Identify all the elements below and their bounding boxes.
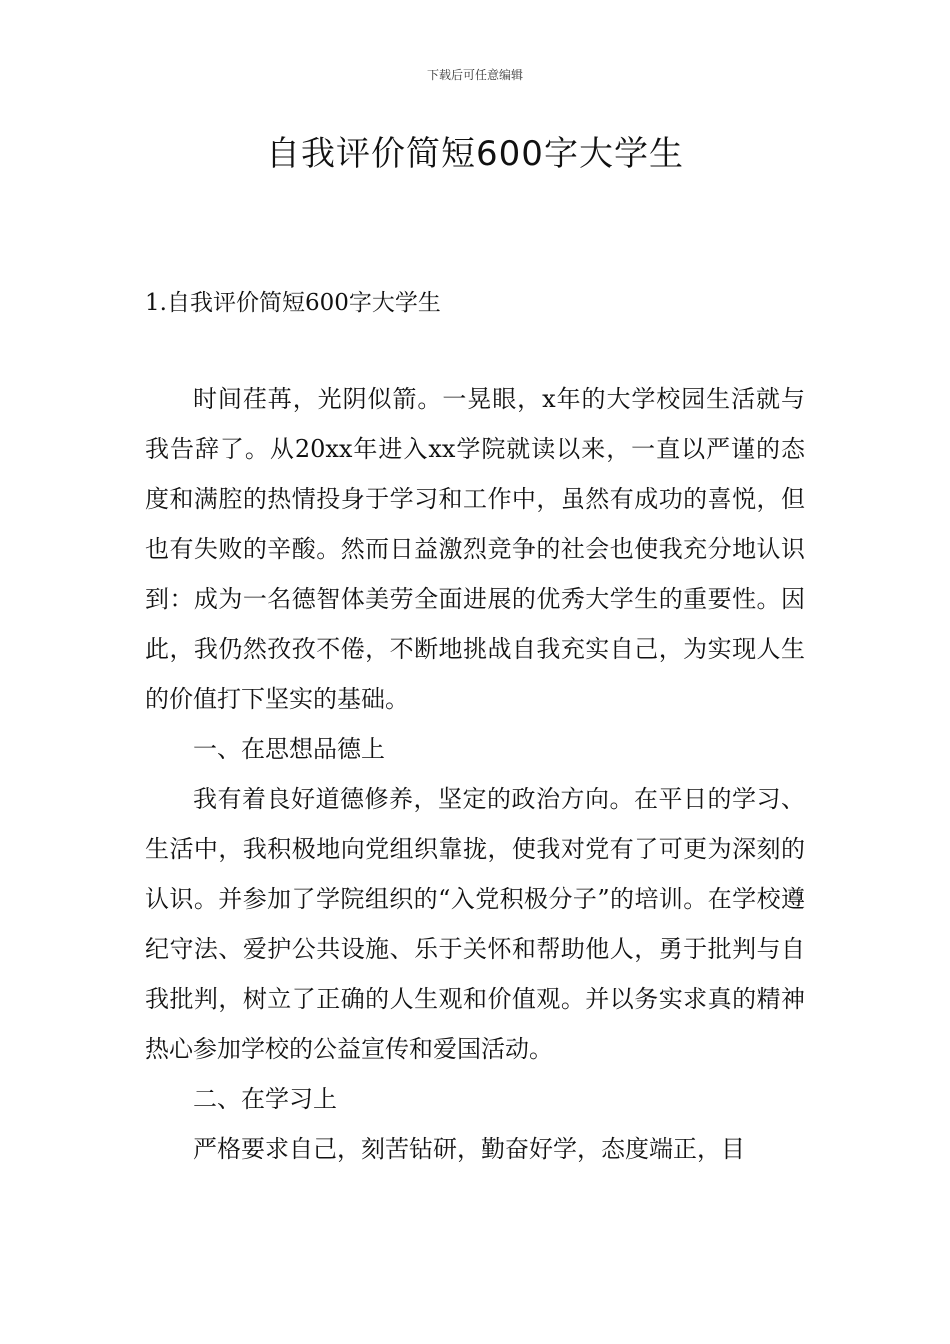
subheading-morality: 一、在思想品德上 — [193, 735, 385, 763]
paragraph-intro: 时间荏苒，光阴似箭。一晃眼，x年的大学校园生活就与我告辞了。从20xx年进入xx学院就读以来，一直以严谨的态度和满腔的热情投身于学习和工作中，虽然有成功的喜悦，但也有失败的辛酸。然而日益激烈竞争的社会也使我充分地认识到：成为一名德智体美劳全面进展的优秀大学生的重要性。因此，我仍然孜孜不倦，不断地挑战自我充实自己，为实现人生的价值打下坚实的基础。 — [145, 385, 805, 713]
paragraph-study: 严格要求自己，刻苦钻研，勤奋好学，态度端正，目 — [193, 1135, 745, 1163]
subheading-study: 二、在学习上 — [193, 1085, 337, 1113]
document-body — [145, 374, 805, 1174]
paragraph-morality: 我有着良好道德修养，坚定的政治方向。在平日的学习、生活中，我积极地向党组织靠拢，使我对党有了可更为深刻的认识。并参加了学院组织的“入党积极分子”的培训。在学校遵纪守法、爱护公共设施、乐于关怀和帮助他人，勇于批判与自我批判，树立了正确的人生观和价值观。并以务实求真的精神热心参加学校的公益宣传和爱国活动。 — [145, 785, 805, 1063]
header-note: 下载后可任意编辑 — [426, 68, 523, 82]
page-title: 自我评价简短600字大学生 — [266, 134, 684, 174]
section-heading: 1.自我评价简短600字大学生 — [145, 290, 441, 316]
